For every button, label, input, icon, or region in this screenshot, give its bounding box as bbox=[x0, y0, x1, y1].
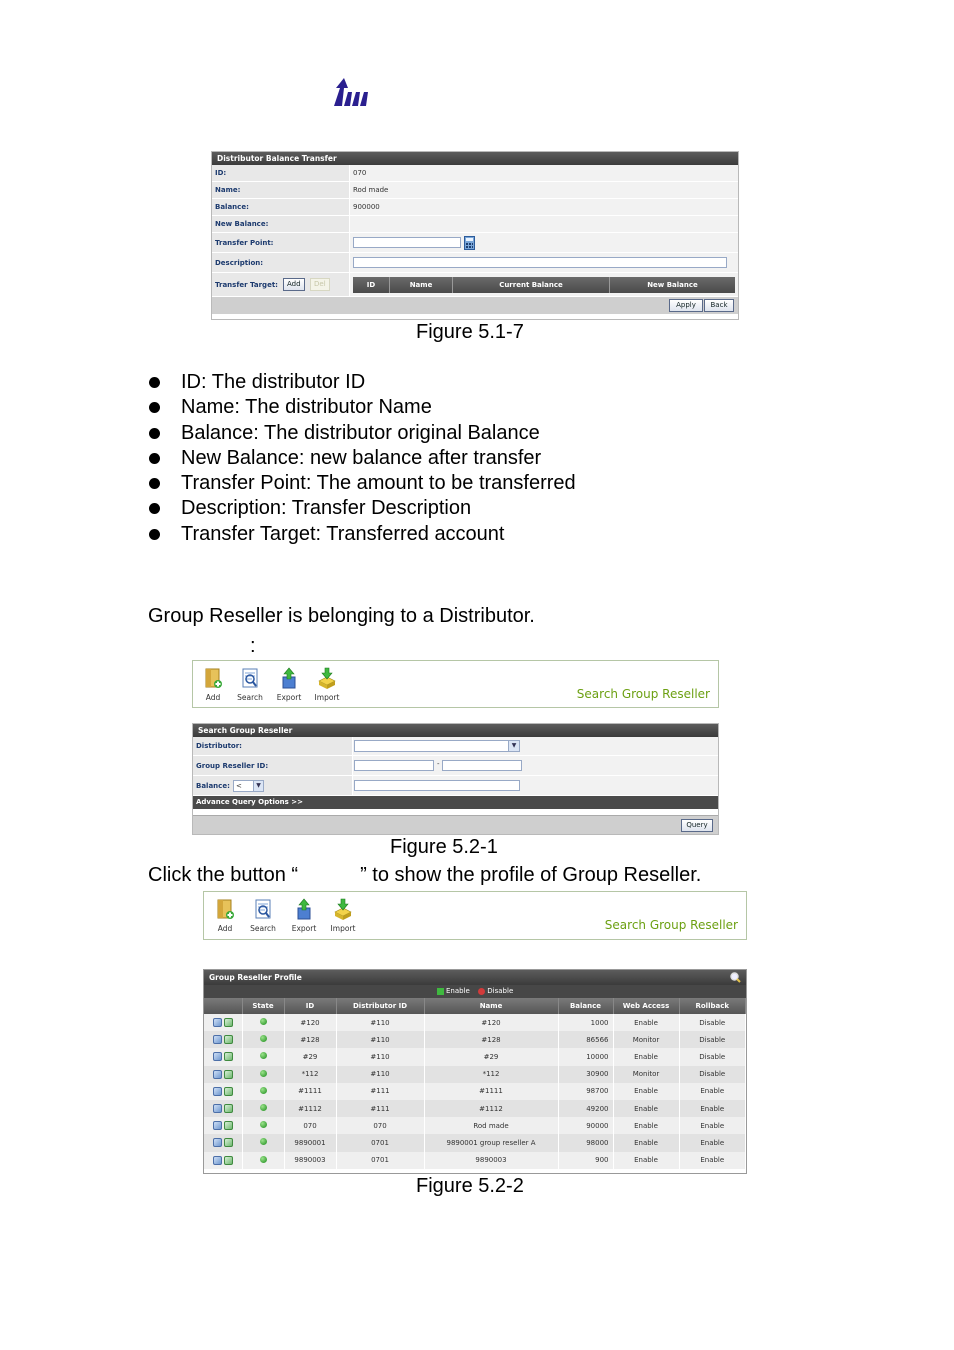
search-form-footer bbox=[193, 815, 718, 834]
table-cell: #110 bbox=[336, 1031, 424, 1048]
table-cell: Enable bbox=[679, 1117, 746, 1134]
description-input[interactable] bbox=[353, 257, 727, 268]
company-logo-icon bbox=[330, 78, 370, 108]
table-cell: 98000 bbox=[558, 1134, 613, 1151]
balance-transfer-panel bbox=[211, 151, 739, 320]
table-row bbox=[204, 1066, 746, 1083]
distributor-select[interactable] bbox=[354, 740, 520, 752]
status-enabled-icon bbox=[260, 1104, 267, 1111]
table-cell: #120 bbox=[284, 1014, 336, 1031]
group-id-to-input[interactable] bbox=[442, 760, 522, 771]
table-cell: 49200 bbox=[558, 1100, 613, 1117]
status-enabled-icon bbox=[260, 1087, 267, 1094]
search-group-reseller-panel bbox=[192, 723, 719, 835]
table-cell: #110 bbox=[336, 1066, 424, 1083]
table-cell: *112 bbox=[284, 1066, 336, 1083]
table-cell: 9890003 bbox=[284, 1152, 336, 1169]
transfer-target-table-header: ID Name Current Balance New Balance bbox=[353, 277, 735, 293]
table-cell: Disable bbox=[679, 1014, 746, 1031]
table-cell: #111 bbox=[336, 1100, 424, 1117]
table-row bbox=[204, 1100, 746, 1117]
transfer-icon[interactable] bbox=[224, 1156, 233, 1165]
table-cell: 30900 bbox=[558, 1066, 613, 1083]
table-cell: Enable bbox=[679, 1083, 746, 1100]
paragraph-click-button: Click the button “ ” to show the profile of Group Reseller. bbox=[148, 864, 702, 886]
row-description: Description: bbox=[212, 253, 738, 273]
colon-text: : bbox=[250, 635, 256, 657]
field-description-list bbox=[148, 370, 788, 547]
edit-icon[interactable] bbox=[213, 1052, 222, 1061]
table-cell: 070 bbox=[284, 1117, 336, 1134]
table-cell: 98700 bbox=[558, 1083, 613, 1100]
table-cell: 0701 bbox=[336, 1152, 424, 1169]
transfer-icon[interactable] bbox=[224, 1052, 233, 1061]
paragraph-group-reseller: Group Reseller is belonging to a Distributor. bbox=[148, 605, 535, 627]
calculator-icon[interactable] bbox=[464, 236, 475, 250]
table-cell: Enable bbox=[679, 1100, 746, 1117]
toolbar-title: Search Group Reseller bbox=[576, 687, 710, 701]
row-distributor: Distributor: ▼ bbox=[193, 737, 718, 756]
list-item: Transfer Point: The amount to be transferred bbox=[148, 471, 788, 496]
edit-icon[interactable] bbox=[213, 1087, 222, 1096]
back-button[interactable]: Back bbox=[704, 299, 734, 312]
table-cell: Enable bbox=[613, 1117, 679, 1134]
row-transfer-point: Transfer Point: bbox=[212, 233, 738, 253]
add-tool-button[interactable]: Add bbox=[209, 898, 241, 933]
group-reseller-profile-panel bbox=[203, 969, 747, 1174]
table-cell: #1112 bbox=[284, 1100, 336, 1117]
table-cell: Enable bbox=[613, 1134, 679, 1151]
list-item: ID: The distributor ID bbox=[148, 370, 788, 395]
edit-icon[interactable] bbox=[213, 1138, 222, 1147]
table-cell: 900 bbox=[558, 1152, 613, 1169]
add-tool-button[interactable]: Add bbox=[197, 667, 229, 702]
edit-icon[interactable] bbox=[213, 1035, 222, 1044]
table-cell: #111 bbox=[336, 1083, 424, 1100]
table-cell: 9890001 bbox=[284, 1134, 336, 1151]
balance-input[interactable] bbox=[354, 780, 520, 791]
table-row bbox=[204, 1031, 746, 1048]
table-cell: Enable bbox=[679, 1152, 746, 1169]
edit-icon[interactable] bbox=[213, 1070, 222, 1079]
table-cell: Disable bbox=[679, 1031, 746, 1048]
row-name: Name: Rod made bbox=[212, 182, 738, 199]
folder-add-icon bbox=[203, 667, 223, 689]
magnifier-icon[interactable] bbox=[730, 972, 741, 983]
table-cell: #110 bbox=[336, 1048, 424, 1065]
search-icon bbox=[240, 667, 260, 689]
toolbar-top bbox=[192, 660, 719, 708]
transfer-icon[interactable] bbox=[224, 1138, 233, 1147]
table-cell: Enable bbox=[613, 1014, 679, 1031]
list-item: Description: Transfer Description bbox=[148, 496, 788, 521]
table-cell: 90000 bbox=[558, 1117, 613, 1134]
table-row bbox=[204, 1134, 746, 1151]
table-cell: #1111 bbox=[424, 1083, 558, 1100]
table-cell: #110 bbox=[336, 1014, 424, 1031]
table-cell: #29 bbox=[424, 1048, 558, 1065]
status-enabled-icon bbox=[260, 1052, 267, 1059]
status-enabled-icon bbox=[260, 1035, 267, 1042]
table-cell: 9890003 bbox=[424, 1152, 558, 1169]
advance-query-options-toggle[interactable]: Advance Query Options >> bbox=[193, 796, 718, 809]
disable-legend-icon bbox=[478, 988, 485, 995]
balance-transfer-title: Distributor Balance Transfer bbox=[212, 152, 738, 165]
table-cell: Rod made bbox=[424, 1117, 558, 1134]
import-icon bbox=[333, 898, 353, 920]
chevron-down-icon: ▼ bbox=[253, 781, 263, 791]
status-enabled-icon bbox=[260, 1018, 267, 1025]
table-cell: Enable bbox=[613, 1152, 679, 1169]
row-group-reseller-id: Group Reseller ID: - bbox=[193, 756, 718, 776]
table-cell: Enable bbox=[613, 1083, 679, 1100]
apply-button[interactable]: Apply bbox=[669, 299, 703, 312]
table-cell: Enable bbox=[679, 1134, 746, 1151]
export-tool-button[interactable]: Export bbox=[288, 898, 320, 933]
transfer-icon[interactable] bbox=[224, 1035, 233, 1044]
balance-operator-select[interactable]: < ▼ bbox=[233, 780, 264, 792]
del-target-button[interactable]: Del bbox=[310, 278, 330, 291]
table-cell: Enable bbox=[613, 1100, 679, 1117]
list-item: Balance: The distributor original Balance bbox=[148, 421, 788, 446]
query-button[interactable]: Query bbox=[681, 819, 713, 832]
transfer-icon[interactable] bbox=[224, 1121, 233, 1130]
table-cell: 0701 bbox=[336, 1134, 424, 1151]
import-tool-button[interactable]: Import bbox=[311, 667, 343, 702]
group-reseller-table bbox=[204, 998, 746, 1169]
status-enabled-icon bbox=[260, 1121, 267, 1128]
table-cell: Monitor bbox=[613, 1066, 679, 1083]
folder-add-icon bbox=[215, 898, 235, 920]
figure-caption-5-1-7: Figure 5.1-7 bbox=[416, 321, 524, 343]
row-balance-filter: Balance: < ▼ bbox=[193, 776, 718, 796]
table-row bbox=[204, 1048, 746, 1065]
table-cell: Disable bbox=[679, 1048, 746, 1065]
enable-legend-icon bbox=[437, 988, 444, 995]
table-cell: 86566 bbox=[558, 1031, 613, 1048]
toolbar-title: Search Group Reseller bbox=[604, 918, 738, 932]
transfer-icon[interactable] bbox=[224, 1070, 233, 1079]
edit-icon[interactable] bbox=[213, 1018, 222, 1027]
new-balance-value bbox=[350, 216, 738, 232]
list-item: Transfer Target: Transferred account bbox=[148, 522, 788, 547]
figure-caption-5-2-1: Figure 5.2-1 bbox=[390, 836, 498, 858]
search-tool-button[interactable]: Search bbox=[234, 667, 266, 702]
transfer-icon[interactable] bbox=[224, 1104, 233, 1113]
table-cell: *112 bbox=[424, 1066, 558, 1083]
balance-transfer-footer bbox=[212, 297, 738, 314]
toolbar-profile bbox=[203, 891, 747, 940]
balance-value: 900000 bbox=[350, 199, 738, 215]
table-row bbox=[204, 1117, 746, 1134]
status-enabled-icon bbox=[260, 1070, 267, 1077]
edit-icon[interactable] bbox=[213, 1104, 222, 1113]
search-icon bbox=[253, 898, 273, 920]
status-enabled-icon bbox=[260, 1138, 267, 1145]
export-tool-button[interactable]: Export bbox=[273, 667, 305, 702]
group-id-from-input[interactable] bbox=[354, 760, 434, 771]
table-cell: #1111 bbox=[284, 1083, 336, 1100]
status-enabled-icon bbox=[260, 1156, 267, 1163]
chevron-down-icon: ▼ bbox=[508, 741, 519, 751]
profile-title: Group Reseller Profile bbox=[209, 973, 302, 982]
table-row bbox=[204, 1014, 746, 1031]
transfer-icon[interactable] bbox=[224, 1087, 233, 1096]
row-balance: Balance: 900000 bbox=[212, 199, 738, 216]
transfer-point-input[interactable] bbox=[353, 237, 461, 248]
import-tool-button[interactable]: Import bbox=[327, 898, 359, 933]
table-cell: #128 bbox=[284, 1031, 336, 1048]
list-item: New Balance: new balance after transfer bbox=[148, 446, 788, 471]
search-tool-button[interactable]: Search bbox=[247, 898, 279, 933]
table-cell: Disable bbox=[679, 1066, 746, 1083]
table-cell: #120 bbox=[424, 1014, 558, 1031]
table-cell: 10000 bbox=[558, 1048, 613, 1065]
table-row bbox=[204, 1152, 746, 1169]
row-id: ID: 070 bbox=[212, 165, 738, 182]
table-cell: #29 bbox=[284, 1048, 336, 1065]
search-form-title: Search Group Reseller bbox=[193, 724, 718, 737]
export-icon bbox=[294, 898, 314, 920]
figure-caption-5-2-2: Figure 5.2-2 bbox=[416, 1175, 524, 1197]
row-transfer-target: Transfer Target: Add Del ID Name Current Balance New Balance bbox=[212, 273, 738, 297]
table-cell: 070 bbox=[336, 1117, 424, 1134]
list-item: Name: The distributor Name bbox=[148, 395, 788, 420]
edit-icon[interactable] bbox=[213, 1156, 222, 1165]
export-icon bbox=[279, 667, 299, 689]
table-cell: 1000 bbox=[558, 1014, 613, 1031]
transfer-icon[interactable] bbox=[224, 1018, 233, 1027]
row-new-balance: New Balance: bbox=[212, 216, 738, 233]
table-cell: #128 bbox=[424, 1031, 558, 1048]
name-value: Rod made bbox=[350, 182, 738, 198]
table-row bbox=[204, 1083, 746, 1100]
add-target-button[interactable]: Add bbox=[283, 278, 305, 291]
table-cell: 9890001 group reseller A bbox=[424, 1134, 558, 1151]
state-legend: Enable Disable bbox=[204, 985, 746, 998]
id-value: 070 bbox=[350, 165, 738, 181]
import-icon bbox=[317, 667, 337, 689]
table-cell: Enable bbox=[613, 1048, 679, 1065]
edit-icon[interactable] bbox=[213, 1121, 222, 1130]
table-header-row: State ID Distributor ID Name Balance Web Access Rollback bbox=[204, 998, 746, 1014]
table-cell: #1112 bbox=[424, 1100, 558, 1117]
table-cell: Monitor bbox=[613, 1031, 679, 1048]
